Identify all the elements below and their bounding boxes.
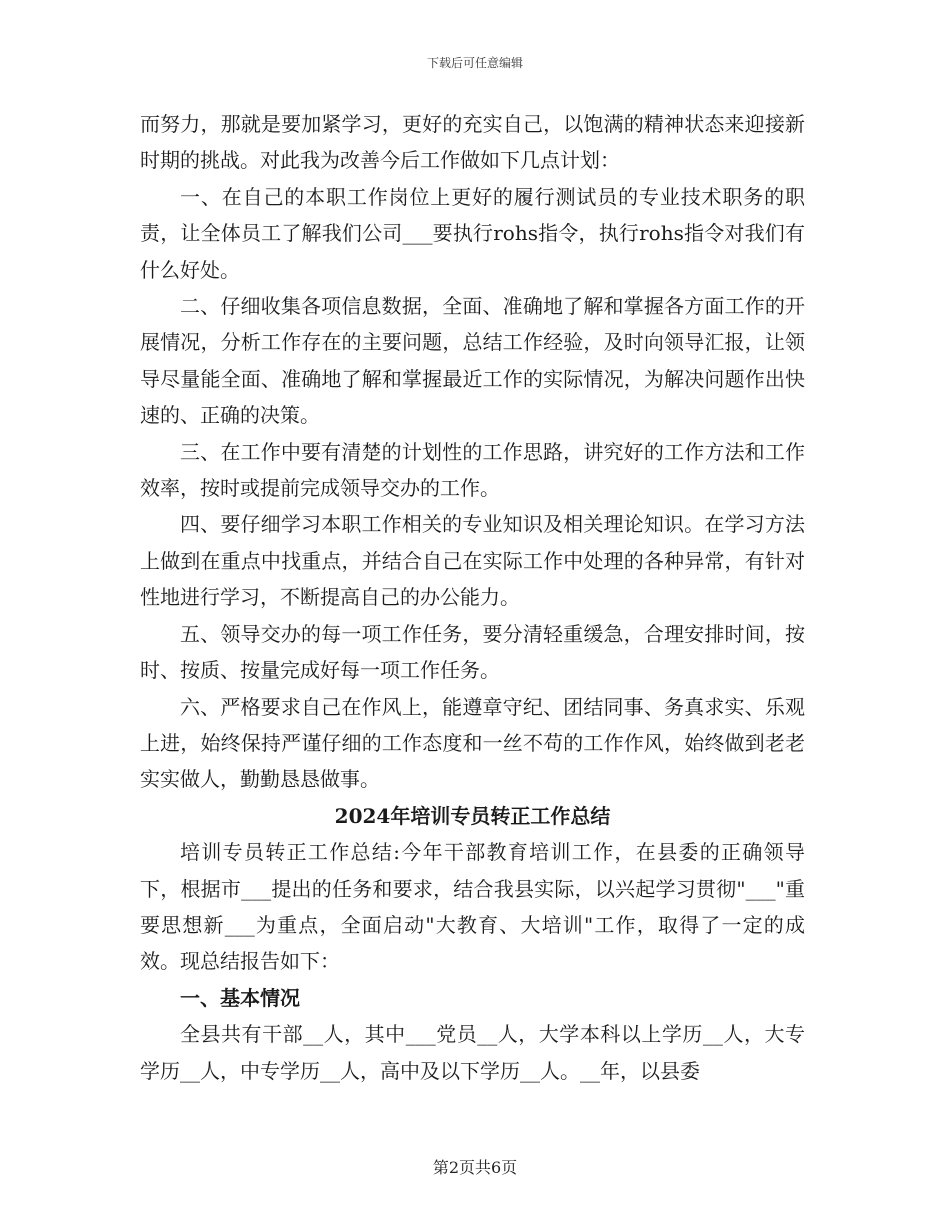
paragraph: 三、在工作中要有清楚的计划性的工作思路，讲究好的工作方法和工作效率，按时或提前完成领导交办的工作。 (140, 439, 805, 501)
paragraph: 而努力，那就是要加紧学习，更好的充实自己，以饱满的精神状态来迎接新时期的挑战。对此我为改善今后工作做如下几点计划： (140, 112, 805, 173)
page-number: 第2页共6页 (432, 1158, 518, 1177)
paragraph: 培训专员转正工作总结:今年干部教育培训工作，在县委的正确领导下，根据市___提出的任务和要求，结合我县实际，以兴起学习贯彻"___"重要思想新___为重点，全面启动"大教育、大培训"工作，取得了一定的成效。现总结报告如下： (140, 840, 805, 974)
paragraph: 一、在自己的本职工作岗位上更好的履行测试员的专业技术职务的职责，让全体员工了解我们公司___要执行rohs指令，执行rohs指令对我们有什么好处。 (140, 184, 805, 282)
paragraph: 五、领导交办的每一项工作任务，要分清轻重缓急，合理安排时间，按时、按质、按量完成好每一项工作任务。 (140, 621, 805, 683)
paragraph: 二、仔细收集各项信息数据，全面、准确地了解和掌握各方面工作的开展情况，分析工作存在的主要问题，总结工作经验，及时向领导汇报，让领导尽量能全面、准确地了解和掌握最近工作的实际情况，为解决问题作出快速的、正确的决策。 (140, 294, 805, 428)
paragraph: 六、严格要求自己在作风上，能遵章守纪、团结同事、务真求实、乐观上进，始终保持严谨仔细的工作态度和一丝不苟的工作作风，始终做到老老实实做人，勤勤恳恳做事。 (140, 694, 805, 792)
document-title: 2024年培训专员转正工作总结 (334, 803, 611, 828)
document-body (140, 106, 805, 1089)
paragraph: 全县共有干部__人，其中___党员__人，大学本科以上学历__人，大专学历__人，中专学历__人，高中及以下学历__人。__年，以县委 (140, 1022, 805, 1083)
paragraph: 四、要仔细学习本职工作相关的专业知识及相关理论知识。在学习方法上做到在重点中找重点，并结合自己在实际工作中处理的各种异常，有针对性地进行学习，不断提高自己的办公能力。 (140, 512, 805, 610)
section-heading: 一、基本情况 (180, 985, 300, 1010)
header-note: 下载后可任意编辑 (426, 56, 523, 70)
